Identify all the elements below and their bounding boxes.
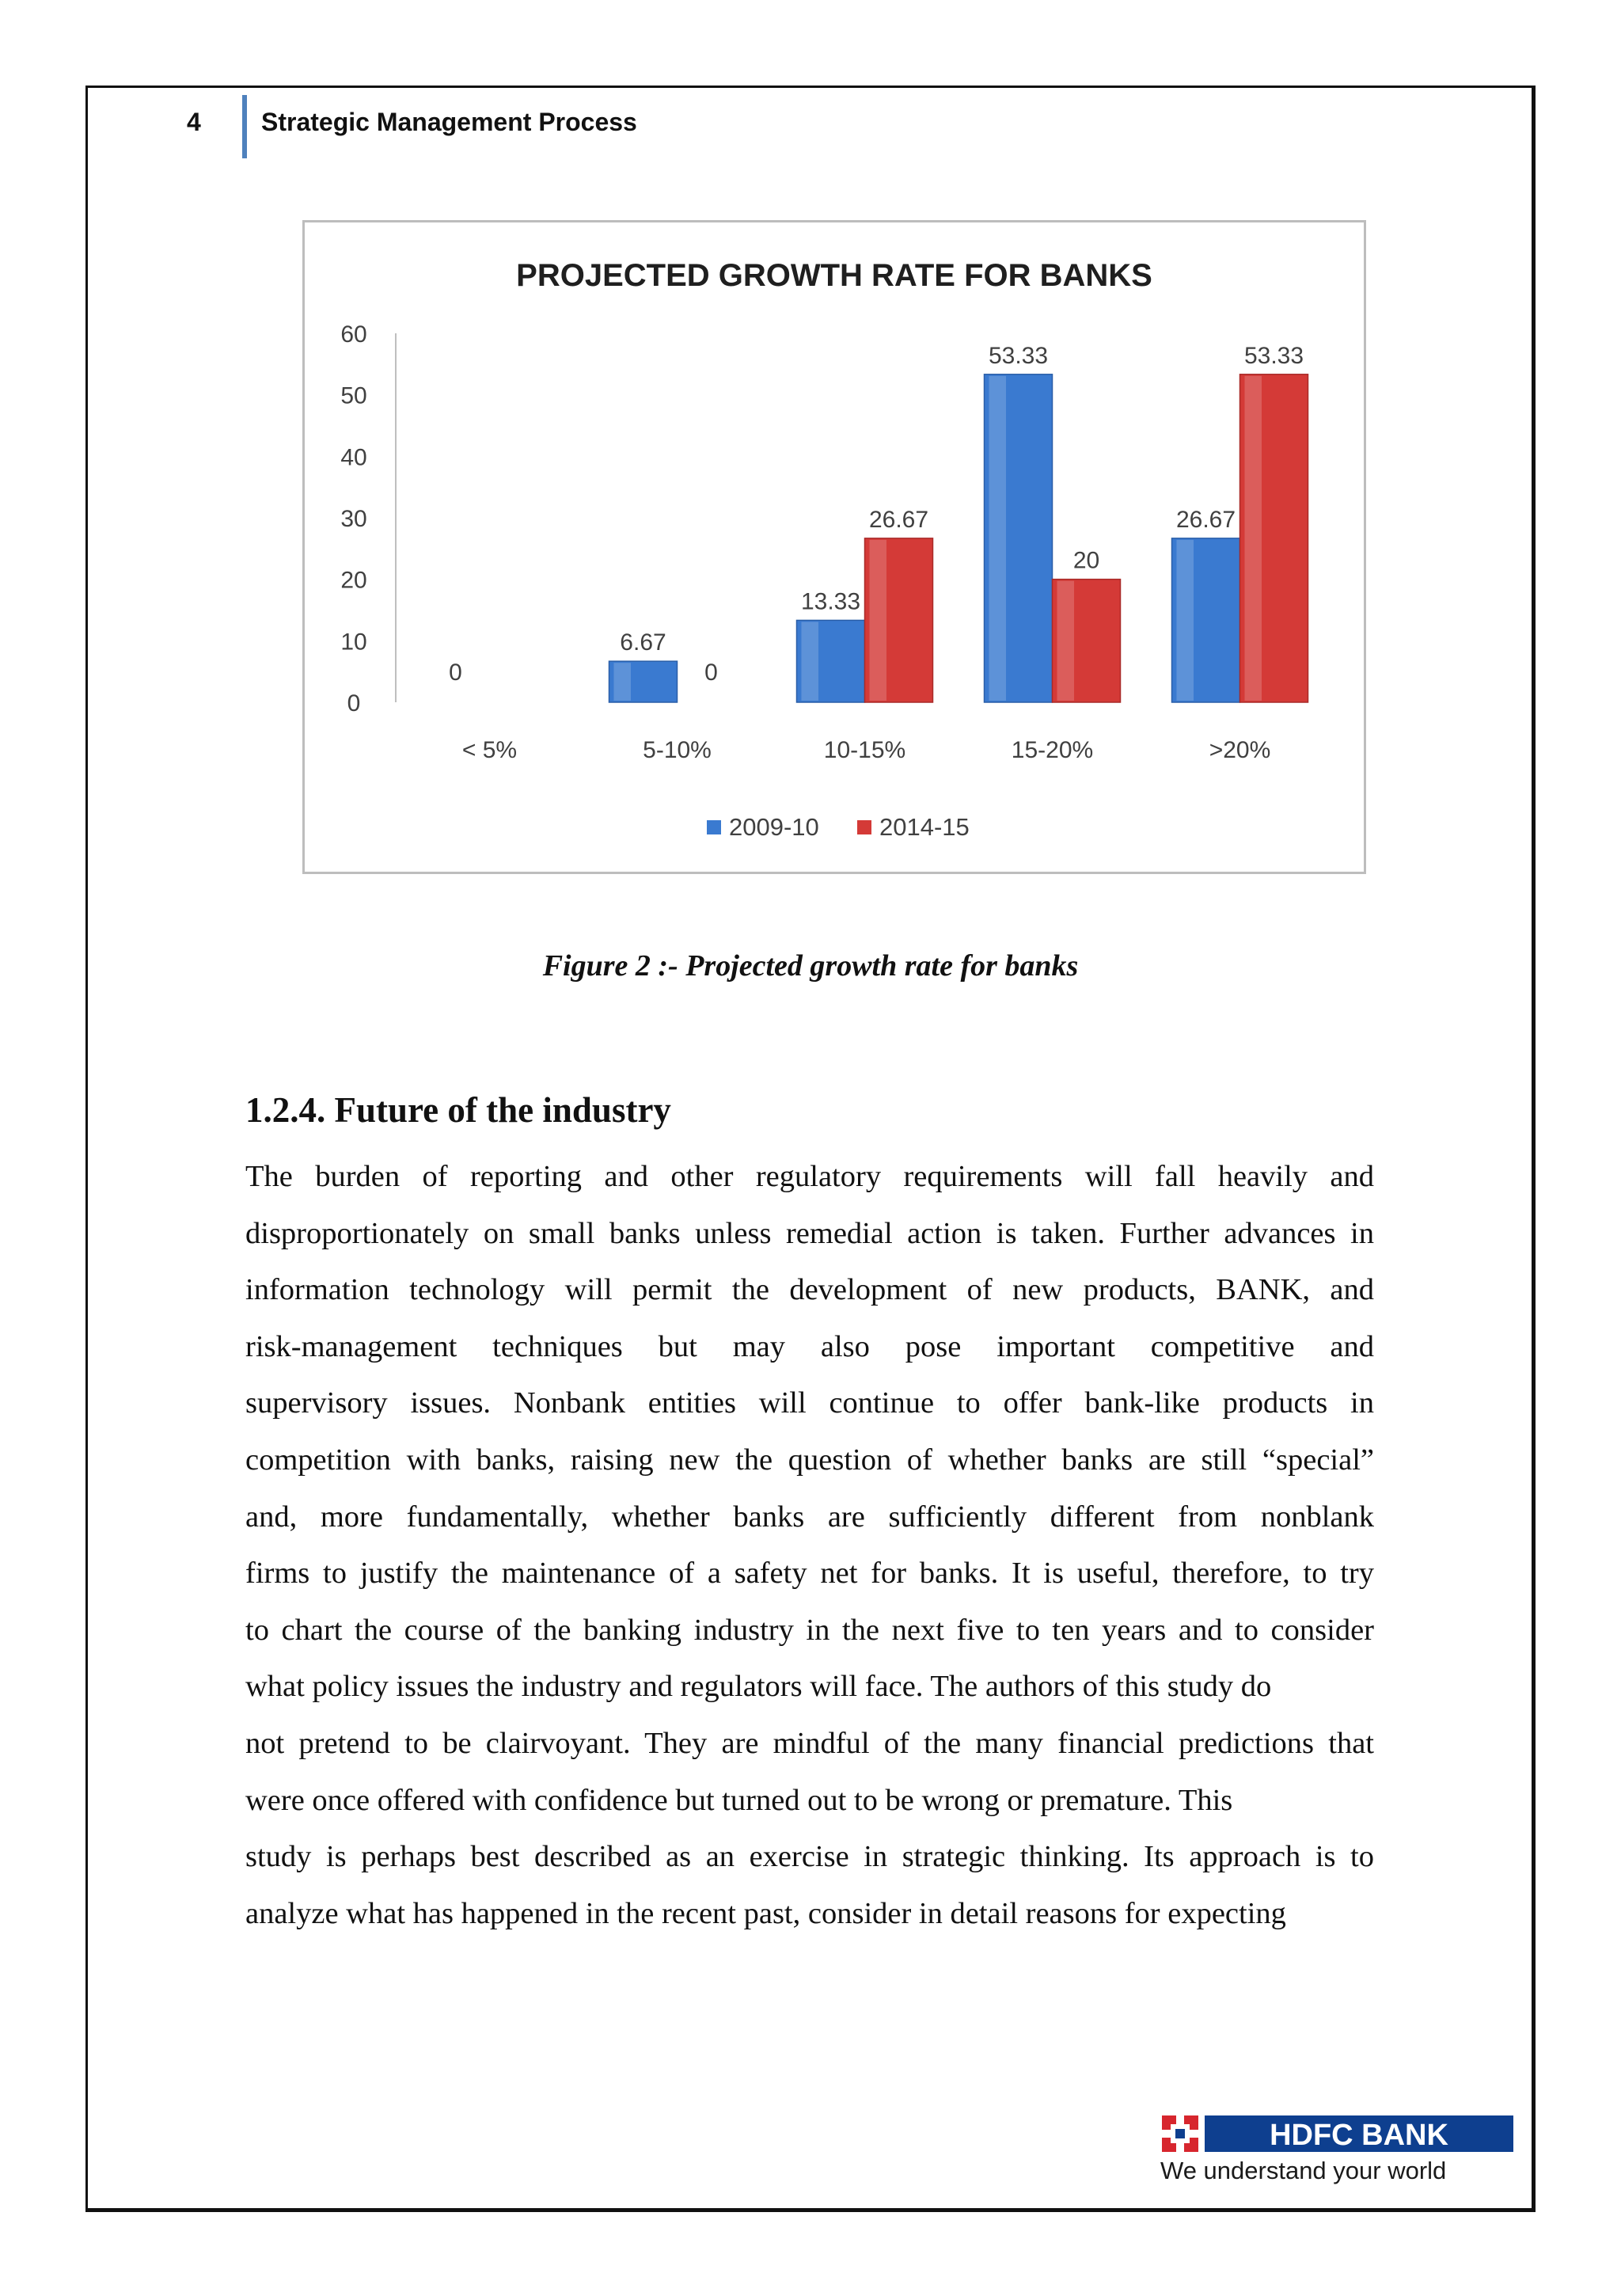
body-line: information technology will permit the development of new products, BANK, and — [245, 1273, 1374, 1307]
bar-highlight — [989, 376, 1007, 701]
body-paragraph — [245, 1154, 1374, 1948]
y-tick-label: 10 — [340, 629, 367, 656]
data-label: 0 — [449, 660, 462, 686]
legend-label: 2014-15 — [879, 813, 970, 841]
data-label: 26.67 — [868, 506, 929, 533]
data-label: 13.33 — [800, 588, 861, 615]
bar-highlight — [1245, 376, 1262, 701]
body-line: risk-management techniques but may also pose important competitive and — [245, 1329, 1374, 1363]
body-line: were once offered with confidence but turned out to be wrong or premature. This — [245, 1783, 1233, 1817]
body-line: competition with banks, raising new the question of whether banks are still “special” — [245, 1443, 1374, 1477]
bar-highlight — [802, 622, 819, 701]
y-tick-label: 60 — [340, 321, 367, 348]
body-line: to chart the course of the banking industry in the next five to ten years and to consider — [245, 1613, 1374, 1647]
data-label: 53.33 — [988, 342, 1049, 369]
x-tick-label: 10-15% — [823, 737, 906, 763]
x-tick-label: 5-10% — [643, 737, 712, 763]
x-tick-label: 15-20% — [1011, 737, 1094, 763]
running-title: Strategic Management Process — [261, 108, 637, 136]
bar-highlight — [614, 663, 632, 701]
body-line: firms to justify the maintenance of a safety net for banks. It is useful, therefore, to try — [245, 1557, 1374, 1591]
figure-caption: Figure 2 :- Projected growth rate for banks — [542, 949, 1079, 983]
hdfc-logo-mark — [1160, 2112, 1515, 2157]
legend-swatch-2009-10 — [707, 820, 721, 834]
logo-tagline: We understand your world — [1160, 2157, 1447, 2184]
y-tick-label: 0 — [347, 690, 361, 717]
bar-highlight — [870, 540, 887, 701]
page-number: 4 — [187, 108, 201, 136]
data-label: 26.67 — [1175, 506, 1236, 533]
data-label: 53.33 — [1243, 342, 1304, 369]
legend-label: 2009-10 — [729, 813, 819, 841]
logo-blue-centre-icon — [1175, 2129, 1185, 2138]
hdfc-bank-logo — [1160, 2112, 1515, 2182]
bar-highlight — [1177, 540, 1194, 701]
growth-rate-chart — [302, 220, 1366, 874]
header-divider — [242, 95, 247, 158]
body-line: study is perhaps best described as an exercise in strategic thinking. Its approach is to — [245, 1840, 1374, 1874]
y-tick-label: 50 — [340, 382, 367, 409]
body-line: not pretend to be clairvoyant. They are mindful of the many financial predictions that — [245, 1726, 1374, 1760]
body-line: disproportionately on small banks unless remedial action is taken. Further advances in — [245, 1216, 1374, 1250]
chart-title: PROJECTED GROWTH RATE FOR BANKS — [516, 258, 1152, 293]
x-tick-label: < 5% — [461, 737, 518, 763]
y-tick-label: 20 — [340, 567, 367, 594]
logo-name: HDFC BANK — [1270, 2119, 1448, 2152]
data-label: 6.67 — [620, 629, 666, 656]
body-line: analyze what has happened in the recent past, consider in detail reasons for expecting — [245, 1896, 1286, 1930]
body-line: and, more fundamentally, whether banks are sufficiently different from nonblank — [245, 1500, 1374, 1534]
y-tick-label: 40 — [340, 444, 367, 471]
legend-swatch-2014-15 — [857, 820, 871, 834]
section-heading: 1.2.4. Future of the industry — [245, 1090, 671, 1130]
data-label: 20 — [1072, 547, 1100, 574]
y-tick-label: 30 — [340, 506, 367, 532]
body-line: The burden of reporting and other regulatory requirements will fall heavily and — [245, 1160, 1374, 1193]
data-label: 0 — [704, 660, 718, 686]
chart-canvas — [305, 222, 1364, 872]
x-tick-label: >20% — [1209, 737, 1271, 763]
bar-highlight — [1057, 581, 1075, 701]
body-line: what policy issues the industry and regulators will face. The authors of this study do — [245, 1670, 1272, 1704]
body-line: supervisory issues. Nonbank entities will continue to offer bank-like products in — [245, 1386, 1374, 1420]
